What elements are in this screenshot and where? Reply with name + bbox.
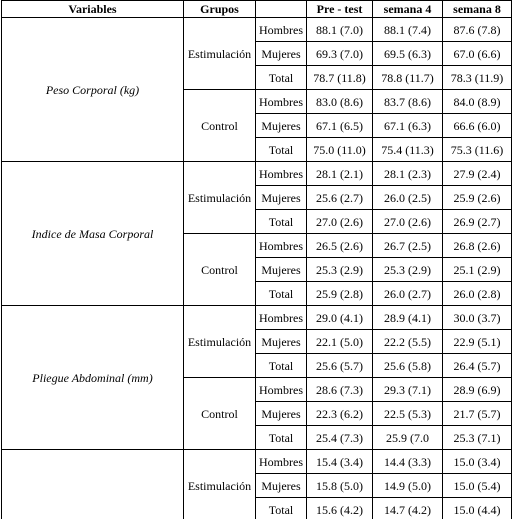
value-cell: 25.3 (2.9) [373, 258, 443, 282]
value-cell: 25.6 (5.7) [307, 354, 373, 378]
value-cell: 28.6 (7.3) [307, 378, 373, 402]
value-cell: 22.5 (5.3) [373, 402, 443, 426]
value-cell: 26.5 (2.6) [307, 234, 373, 258]
results-table [1, 0, 512, 519]
value-cell: 14.7 (4.2) [373, 498, 443, 519]
header-semana-4: semana 4 [373, 1, 443, 18]
value-cell: 14.4 (3.3) [373, 450, 443, 474]
variable-cell [2, 450, 184, 519]
value-cell: 29.0 (4.1) [307, 306, 373, 330]
group-cell: Control [184, 378, 256, 450]
header-row [2, 1, 512, 18]
value-cell: 25.1 (2.9) [443, 258, 512, 282]
sex-cell: Mujeres [256, 258, 307, 282]
value-cell: 78.7 (11.8) [307, 66, 373, 90]
value-cell: 15.6 (4.2) [307, 498, 373, 519]
sex-cell: Total [256, 354, 307, 378]
header-sex [256, 1, 307, 18]
value-cell: 26.0 (2.8) [443, 282, 512, 306]
sex-cell: Hombres [256, 378, 307, 402]
value-cell: 75.4 (11.3) [373, 138, 443, 162]
value-cell: 25.9 (7.0 [373, 426, 443, 450]
value-cell: 25.3 (2.9) [307, 258, 373, 282]
value-cell: 25.9 (2.6) [443, 186, 512, 210]
value-cell: 27.0 (2.6) [373, 210, 443, 234]
sex-cell: Mujeres [256, 402, 307, 426]
value-cell: 83.7 (8.6) [373, 90, 443, 114]
value-cell: 67.0 (6.6) [443, 42, 512, 66]
value-cell: 14.9 (5.0) [373, 474, 443, 498]
value-cell: 21.7 (5.7) [443, 402, 512, 426]
value-cell: 67.1 (6.5) [307, 114, 373, 138]
value-cell: 78.3 (11.9) [443, 66, 512, 90]
sex-cell: Mujeres [256, 42, 307, 66]
value-cell: 26.7 (2.5) [373, 234, 443, 258]
table-row [2, 450, 512, 474]
value-cell: 25.6 (2.7) [307, 186, 373, 210]
value-cell: 88.1 (7.4) [373, 18, 443, 42]
sex-cell: Hombres [256, 90, 307, 114]
value-cell: 88.1 (7.0) [307, 18, 373, 42]
table-body [2, 18, 512, 519]
sex-cell: Hombres [256, 162, 307, 186]
variable-cell: Pliegue Abdominal (mm) [2, 306, 184, 450]
value-cell: 15.0 (3.4) [443, 450, 512, 474]
sex-cell: Hombres [256, 18, 307, 42]
sex-cell: Total [256, 138, 307, 162]
sex-cell: Total [256, 426, 307, 450]
value-cell: 26.9 (2.7) [443, 210, 512, 234]
value-cell: 15.0 (4.4) [443, 498, 512, 519]
value-cell: 83.0 (8.6) [307, 90, 373, 114]
value-cell: 78.8 (11.7) [373, 66, 443, 90]
sex-cell: Hombres [256, 306, 307, 330]
sex-cell: Total [256, 498, 307, 519]
value-cell: 28.1 (2.3) [373, 162, 443, 186]
value-cell: 26.4 (5.7) [443, 354, 512, 378]
sex-cell: Hombres [256, 450, 307, 474]
value-cell: 67.1 (6.3) [373, 114, 443, 138]
variable-cell: Peso Corporal (kg) [2, 18, 184, 162]
header-semana-8: semana 8 [443, 1, 512, 18]
value-cell: 15.4 (3.4) [307, 450, 373, 474]
table-row [2, 162, 512, 186]
variable-cell: Indice de Masa Corporal [2, 162, 184, 306]
sex-cell: Total [256, 282, 307, 306]
value-cell: 26.8 (2.6) [443, 234, 512, 258]
header-variables: Variables [2, 1, 184, 18]
value-cell: 25.6 (5.8) [373, 354, 443, 378]
group-cell: Control [184, 234, 256, 306]
header-grupos: Grupos [184, 1, 256, 18]
group-cell: Control [184, 90, 256, 162]
value-cell: 22.1 (5.0) [307, 330, 373, 354]
sex-cell: Total [256, 66, 307, 90]
sex-cell: Total [256, 210, 307, 234]
value-cell: 28.9 (4.1) [373, 306, 443, 330]
value-cell: 22.3 (6.2) [307, 402, 373, 426]
value-cell: 25.9 (2.8) [307, 282, 373, 306]
value-cell: 84.0 (8.9) [443, 90, 512, 114]
value-cell: 25.4 (7.3) [307, 426, 373, 450]
table-row [2, 18, 512, 42]
value-cell: 22.2 (5.5) [373, 330, 443, 354]
value-cell: 29.3 (7.1) [373, 378, 443, 402]
group-cell: Estimulación [184, 306, 256, 378]
sex-cell: Mujeres [256, 330, 307, 354]
value-cell: 27.0 (2.6) [307, 210, 373, 234]
value-cell: 75.0 (11.0) [307, 138, 373, 162]
sex-cell: Mujeres [256, 186, 307, 210]
value-cell: 75.3 (11.6) [443, 138, 512, 162]
sex-cell: Hombres [256, 234, 307, 258]
value-cell: 27.9 (2.4) [443, 162, 512, 186]
value-cell: 28.9 (6.9) [443, 378, 512, 402]
table-row [2, 306, 512, 330]
value-cell: 66.6 (6.0) [443, 114, 512, 138]
value-cell: 15.0 (5.4) [443, 474, 512, 498]
value-cell: 25.3 (7.1) [443, 426, 512, 450]
value-cell: 30.0 (3.7) [443, 306, 512, 330]
sex-cell: Mujeres [256, 114, 307, 138]
group-cell: Estimulación [184, 162, 256, 234]
group-cell: Estimulación [184, 450, 256, 519]
value-cell: 28.1 (2.1) [307, 162, 373, 186]
value-cell: 87.6 (7.8) [443, 18, 512, 42]
group-cell: Estimulación [184, 18, 256, 90]
value-cell: 22.9 (5.1) [443, 330, 512, 354]
sex-cell: Mujeres [256, 474, 307, 498]
value-cell: 69.5 (6.3) [373, 42, 443, 66]
value-cell: 15.8 (5.0) [307, 474, 373, 498]
value-cell: 26.0 (2.7) [373, 282, 443, 306]
header-pre-test: Pre - test [307, 1, 373, 18]
value-cell: 69.3 (7.0) [307, 42, 373, 66]
value-cell: 26.0 (2.5) [373, 186, 443, 210]
